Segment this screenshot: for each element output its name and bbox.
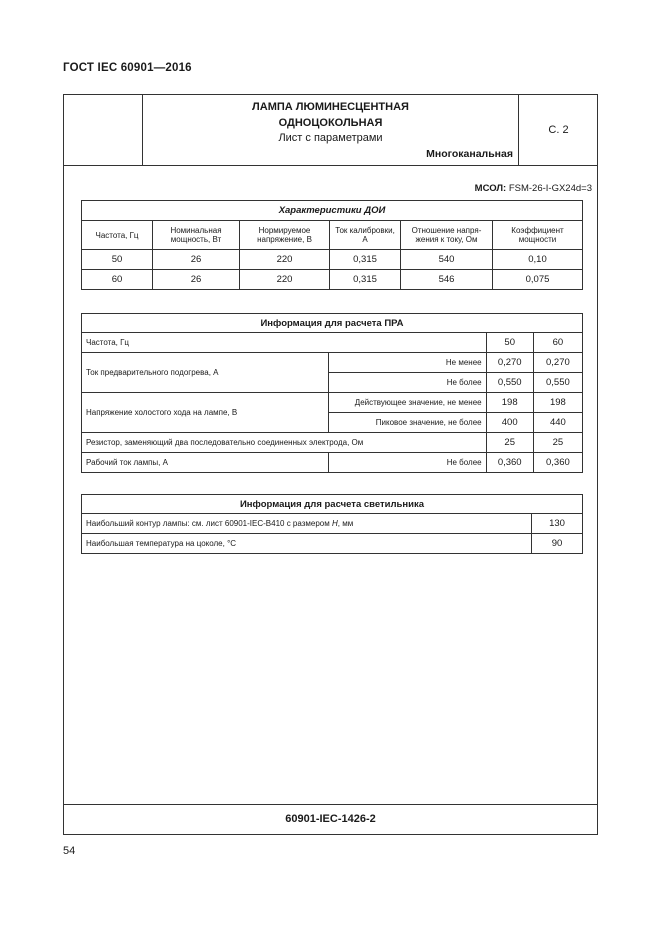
pra-value: 0,360 [486,453,533,473]
pra-value: 0,550 [486,373,533,393]
doi-cell: 60 [82,270,153,290]
pra-label: Частота, Гц [82,333,487,353]
pra-value: 25 [533,433,582,453]
doi-cell: 0,315 [330,250,401,270]
luminaire-value: 130 [532,514,583,534]
doi-caption: Характеристики ДОИ [82,201,583,221]
mcol-value: FSM-26-I-GX24d=3 [508,183,592,194]
pra-table [81,313,583,473]
doi-cell: 0,075 [493,270,583,290]
lamp-category: Многоканальная [426,148,513,160]
luminaire-label: Наибольший контур лампы: см. лист 60901-IEC-B410 с размером H, мм [82,514,532,534]
doi-header-cell: Нормируемое напряжение, В [240,221,330,250]
footer-divider [63,804,598,805]
doi-cell: 540 [401,250,493,270]
sheet-title [143,99,518,131]
pra-condition: Не менее [328,353,486,373]
doi-cell: 26 [153,270,240,290]
pra-condition: Действующее значение, не менее [328,393,486,413]
pra-value: 0,270 [533,353,582,373]
pra-label: Рабочий ток лампы, А [82,453,329,473]
header-left-cell [63,94,143,165]
mcol-label: МСОЛ: [474,183,507,194]
pra-condition: Не более [328,373,486,393]
doi-cell: 220 [240,250,330,270]
pra-value: 198 [533,393,582,413]
doi-cell: 0,10 [493,250,583,270]
doi-header-cell: Ток калибровки, А [330,221,401,250]
standard-code: ГОСТ IEC 60901—2016 [63,62,192,74]
header-divider [63,165,598,166]
mcol-designation [400,183,592,194]
table-row [82,453,583,473]
sheet-code: 60901-IEC-1426-2 [285,813,376,825]
pra-value: 440 [533,413,582,433]
doi-header-cell: Коэффициент мощности [493,221,583,250]
sheet-number: С. 2 [518,94,598,165]
pra-value: 25 [486,433,533,453]
pra-caption: Информация для расчета ПРА [82,314,583,333]
doi-header-cell: Отношение напря- жения к току, Ом [401,221,493,250]
doi-cell: 220 [240,270,330,290]
table-row [82,514,583,534]
doi-header-cell: Номинальная мощность, Вт [153,221,240,250]
pra-label: Напряжение холостого хода на лампе, В [82,393,329,433]
luminaire-table [81,494,583,554]
pra-condition: Не более [328,453,486,473]
pra-label: Ток предварительного подогрева, А [82,353,329,393]
pra-value: 0,360 [533,453,582,473]
doi-cell: 50 [82,250,153,270]
table-row [82,534,583,554]
table-row [82,353,583,373]
table-row [82,393,583,413]
title-line-2: ОДНОЦОКОЛЬНАЯ [278,117,383,129]
pra-condition: Пиковое значение, не более [328,413,486,433]
pra-value: 60 [533,333,582,353]
pra-value: 50 [486,333,533,353]
table-row [82,250,583,270]
doi-header-cell: Частота, Гц [82,221,153,250]
doi-cell: 26 [153,250,240,270]
title-line-1: ЛАМПА ЛЮМИНЕСЦЕНТНАЯ [252,101,409,113]
table-row [82,433,583,453]
pra-value: 0,550 [533,373,582,393]
table-row [82,270,583,290]
pra-label: Резистор, заменяющий два последовательно соединенных электрода, Ом [82,433,487,453]
pra-value: 400 [486,413,533,433]
doi-table [81,200,583,290]
pra-value: 0,270 [486,353,533,373]
luminaire-caption: Информация для расчета светильника [82,495,583,514]
luminaire-value: 90 [532,534,583,554]
page-number: 54 [63,845,76,857]
luminaire-label: Наибольшая температура на цоколе, °С [82,534,532,554]
sheet-subtitle: Лист с параметрами [278,132,383,144]
doi-cell: 0,315 [330,270,401,290]
doi-cell: 546 [401,270,493,290]
pra-value: 198 [486,393,533,413]
table-row [82,333,583,353]
